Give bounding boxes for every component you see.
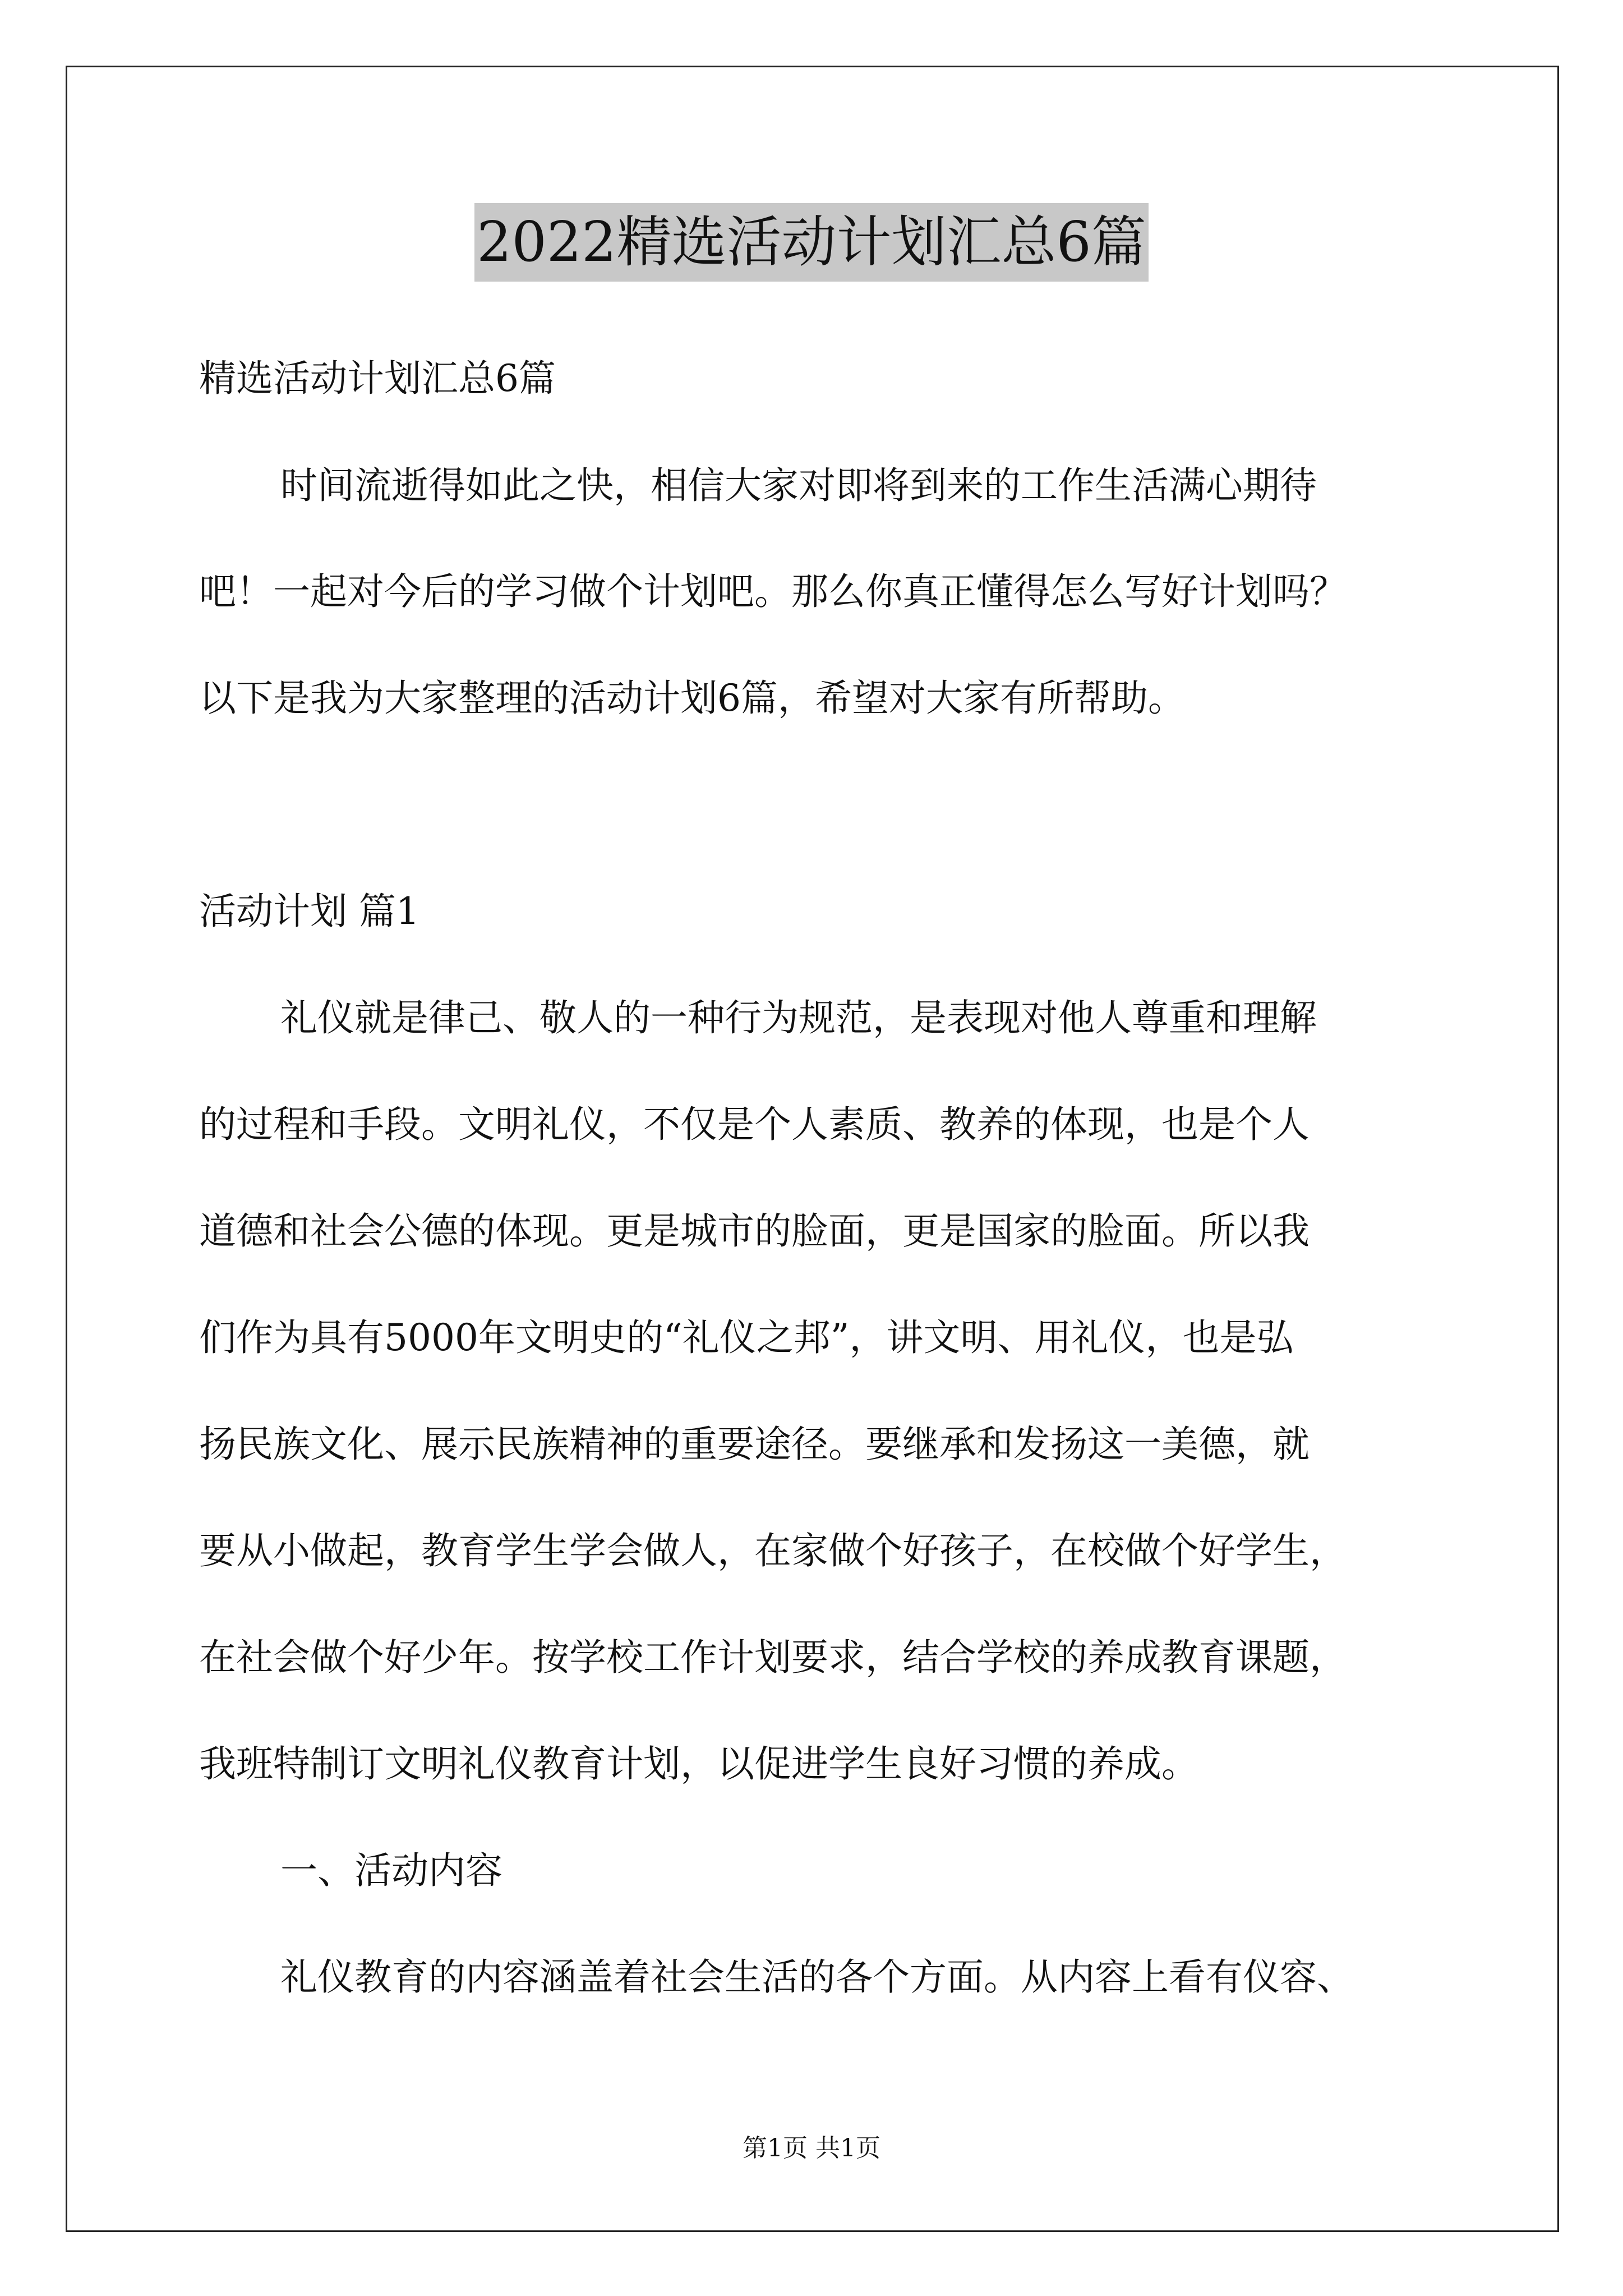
document-title [0, 203, 1623, 282]
subheading-activity-content: 一、活动内容 [280, 1849, 502, 1892]
intro-line-2: 吧！一起对今后的学习做个计划吧。那么你真正懂得怎么写好计划吗？ [199, 570, 1347, 613]
section-line-4: 们作为具有5000年文明史的“礼仪之邦”，讲文明、用礼仪，也是弘 [199, 1316, 1294, 1359]
document-title-text: 2022精选活动计划汇总6篇 [474, 203, 1149, 282]
section-line-1: 礼仪就是律己、敬人的一种行为规范，是表现对他人尊重和理解 [280, 996, 1317, 1039]
page-number-footer: 第1页 共1页 [743, 2134, 880, 2162]
section-line-5: 扬民族文化、展示民族精神的重要途径。要继承和发扬这一美德，就 [199, 1423, 1310, 1466]
section-line-6: 要从小做起，教育学生学会做人，在家做个好孩子，在校做个好学生， [199, 1529, 1347, 1572]
intro-line-1: 时间流逝得如此之快，相信大家对即将到来的工作生活满心期待 [280, 464, 1317, 507]
section-line-2: 的过程和手段。文明礼仪，不仅是个人素质、教养的体现，也是个人 [199, 1103, 1310, 1146]
intro-line-3: 以下是我为大家整理的活动计划6篇，希望对大家有所帮助。 [199, 677, 1185, 720]
section-line-8: 我班特制订文明礼仪教育计划，以促进学生良好习惯的养成。 [199, 1742, 1198, 1786]
document-subtitle: 精选活动计划汇总6篇 [199, 357, 556, 400]
section-heading: 活动计划 篇1 [199, 890, 419, 933]
section-line-7: 在社会做个好少年。按学校工作计划要求，结合学校的养成教育课题， [199, 1636, 1347, 1679]
content-line-1: 礼仪教育的内容涵盖着社会生活的各个方面。从内容上看有仪容、 [280, 1955, 1354, 1999]
section-line-3: 道德和社会公德的体现。更是城市的脸面，更是国家的脸面。所以我 [199, 1209, 1310, 1253]
